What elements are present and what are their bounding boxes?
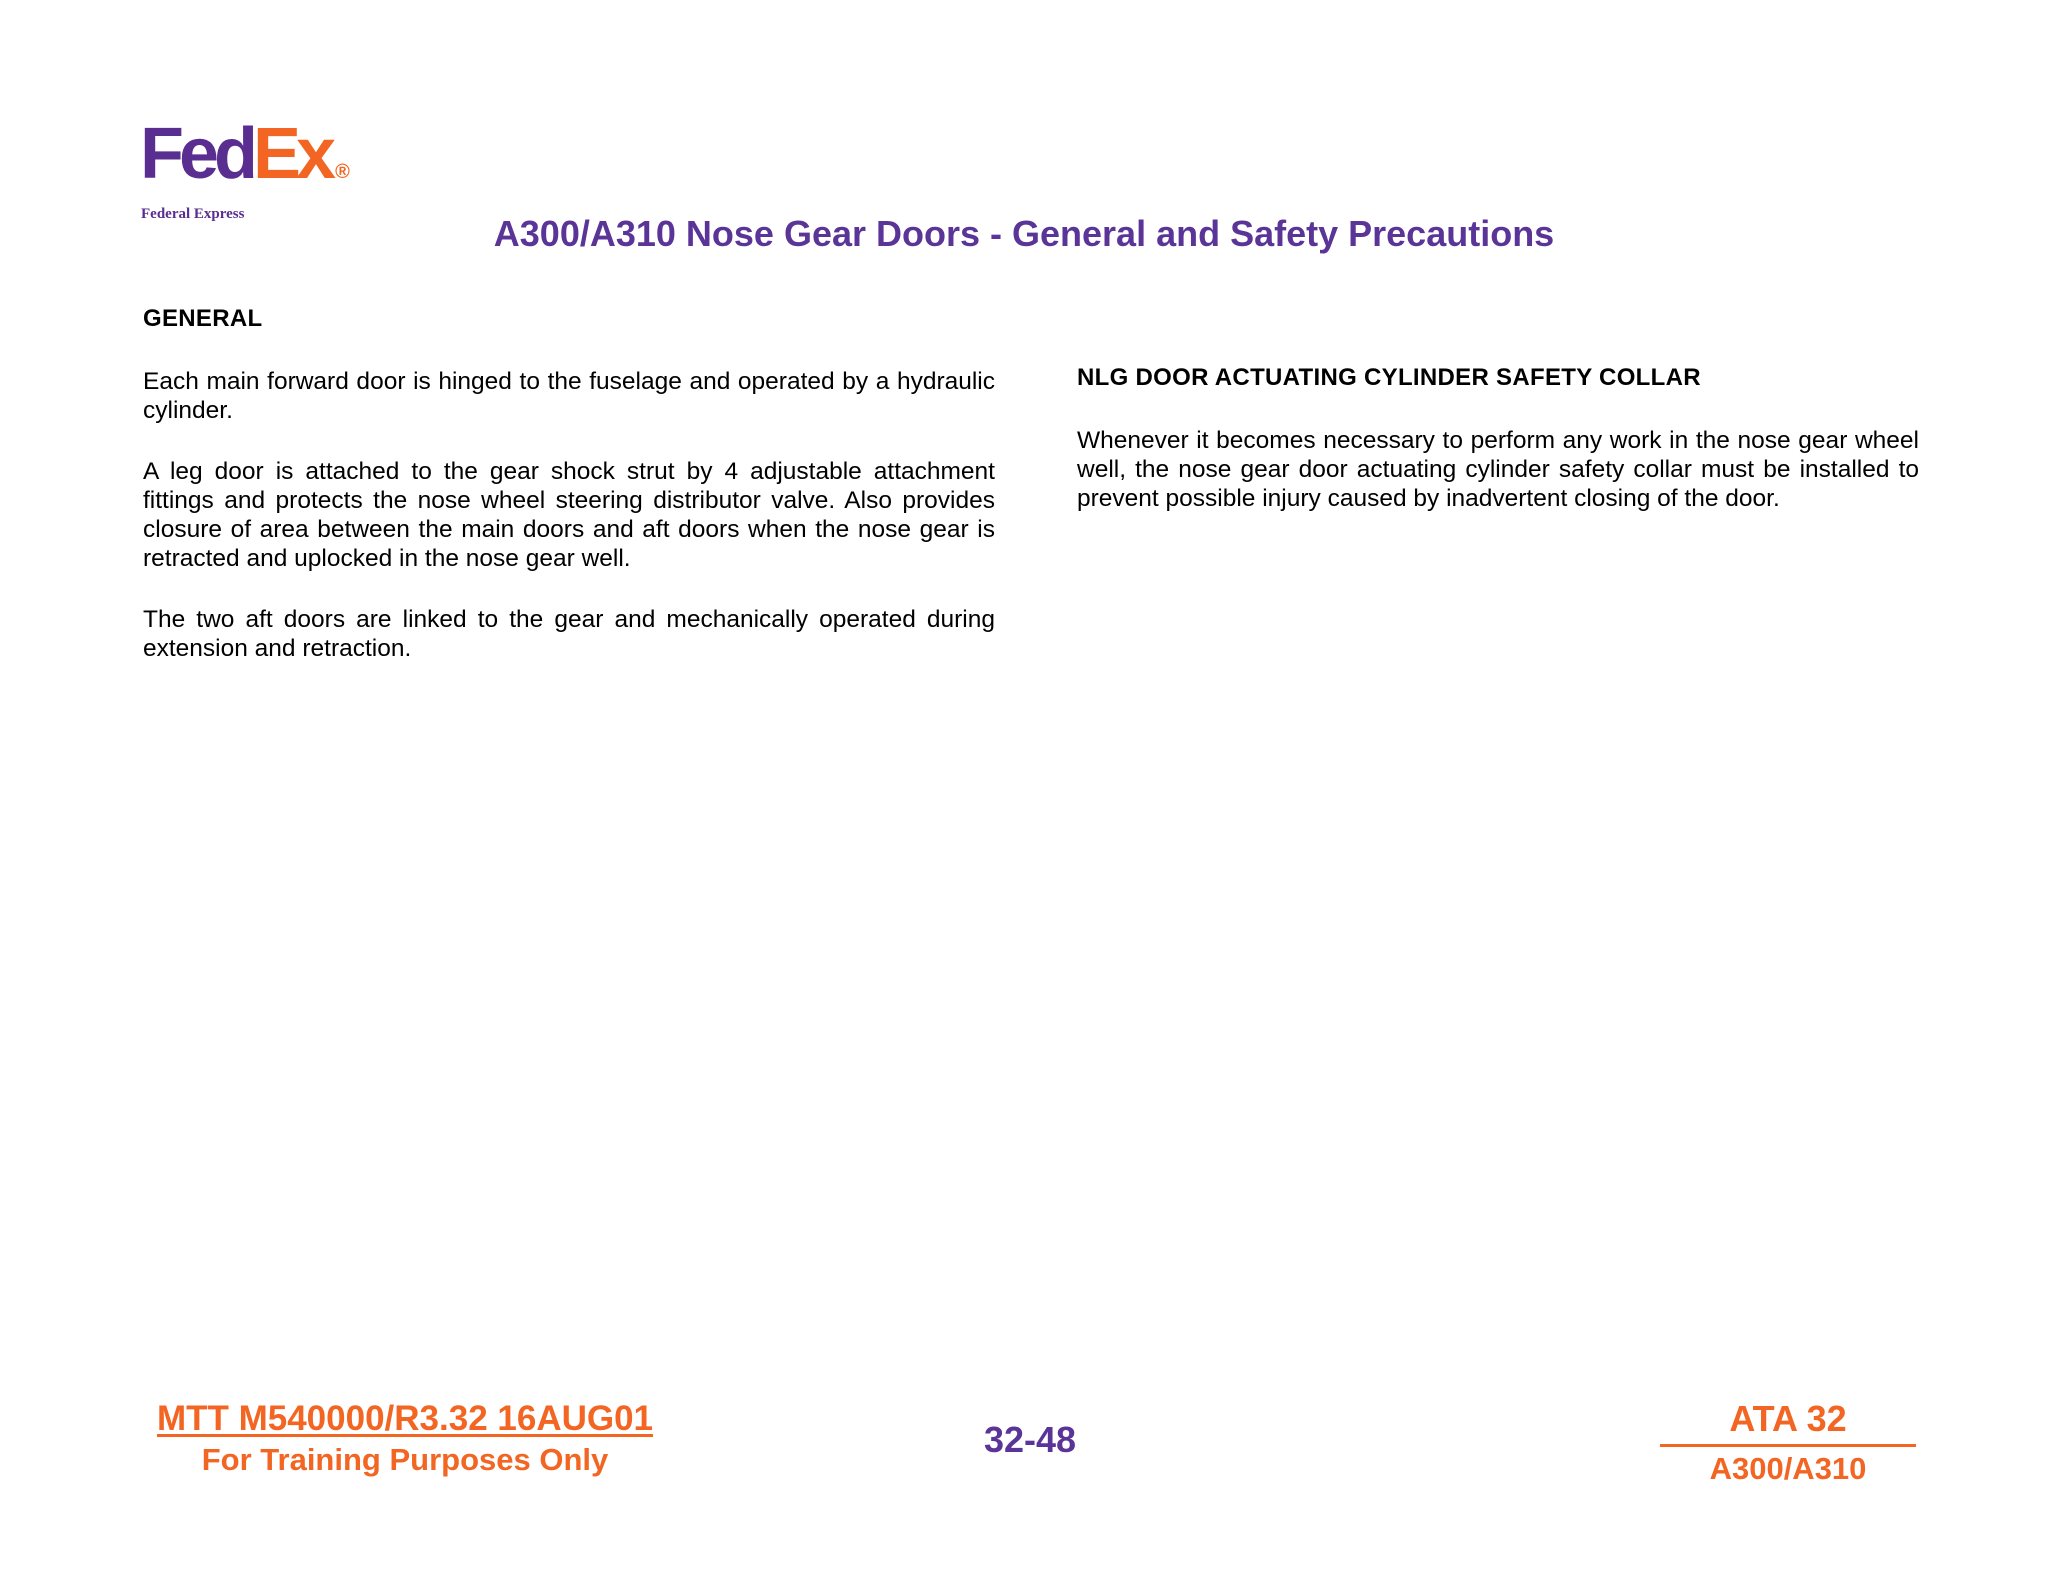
page-title: A300/A310 Nose Gear Doors - General and Safety Precautions [493, 213, 1555, 254]
logo-ex-text: Ex [253, 114, 332, 194]
general-paragraph-aft-doors: The two aft doors are linked to the gear and mechanically operated during extension and retraction. [143, 606, 995, 662]
training-note: For Training Purposes Only [201, 1442, 609, 1477]
footer-ata-block [1660, 1398, 1916, 1489]
document-reference: MTT M540000/R3.32 16AUG01 [156, 1399, 654, 1438]
general-heading: GENERAL [143, 305, 263, 332]
general-paragraph-leg-door: A leg door is attached to the gear shock strut by 4 adjustable attachment fittings and protects the nose wheel steering distributor valve. Also provides closure of area between the main doors and aft doors when the nose gear is retracted and uplocked in the nose gear well. [143, 458, 995, 572]
registered-mark: ® [335, 161, 350, 183]
logo-subtitle: Federal Express [141, 206, 245, 222]
ata-chapter: ATA 32 [1660, 1398, 1916, 1447]
footer-reference-block [120, 1398, 690, 1480]
fedex-wordmark [140, 114, 350, 208]
safety-collar-section [1077, 363, 1919, 545]
page-number: 32-48 [983, 1419, 1077, 1460]
fedex-logo [140, 114, 350, 222]
aircraft-model: A300/A310 [1709, 1451, 1867, 1486]
safety-collar-heading: NLG DOOR ACTUATING CYLINDER SAFETY COLLAR [1077, 364, 1701, 391]
general-paragraph-main-forward-door: Each main forward door is hinged to the fuselage and operated by a hydraulic cylinder. [143, 368, 995, 424]
logo-fed-text: Fed [140, 114, 254, 194]
safety-collar-paragraph: Whenever it becomes necessary to perform any work in the nose gear wheel well, the nose gear door actuating cylinder safety collar must be installed to prevent possible injury caused by inadvertent closing of the door. [1077, 427, 1919, 512]
general-section [143, 304, 995, 695]
